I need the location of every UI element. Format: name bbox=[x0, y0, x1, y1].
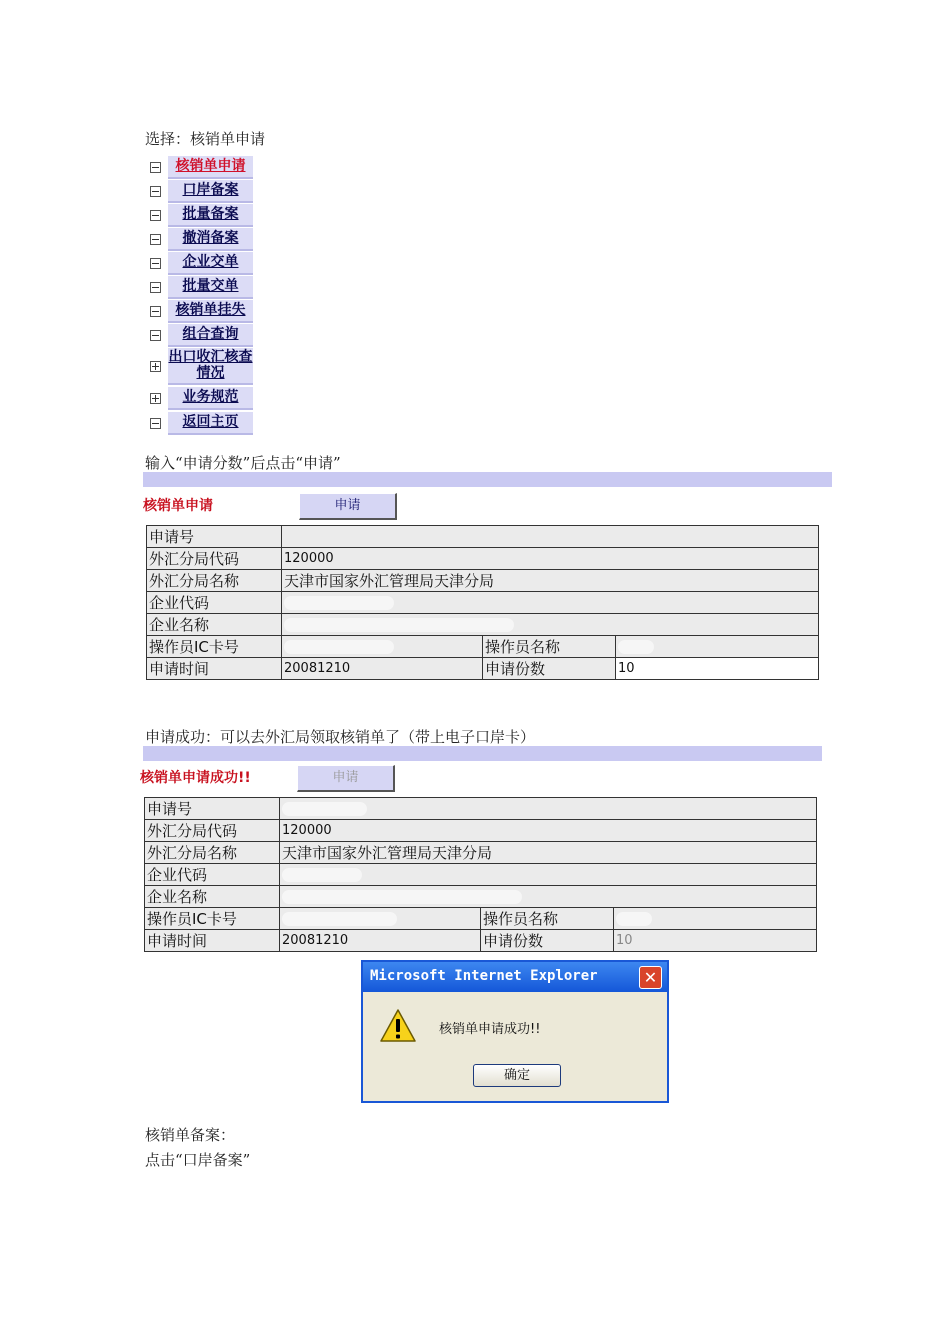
value-app-no bbox=[282, 526, 819, 548]
label-operator-card: 操作员IC卡号 bbox=[147, 636, 282, 658]
label-company-name: 企业名称 bbox=[147, 614, 282, 636]
menu-item-label[interactable]: 组合查询 bbox=[168, 324, 253, 347]
value-apply-time: 20081210 bbox=[280, 930, 481, 952]
value-operator-name bbox=[614, 908, 817, 930]
value-app-no bbox=[280, 798, 817, 820]
table-row bbox=[147, 526, 819, 548]
table-row bbox=[147, 636, 819, 658]
label-bureau-code: 外汇分局代码 bbox=[145, 820, 280, 842]
form-header-band bbox=[143, 472, 832, 487]
menu-item-rules[interactable] bbox=[150, 387, 253, 409]
value-bureau-code: 120000 bbox=[280, 820, 817, 842]
collapse-icon[interactable] bbox=[150, 186, 161, 197]
value-apply-time: 20081210 bbox=[282, 658, 483, 680]
warning-icon bbox=[379, 1008, 417, 1044]
menu-item-label[interactable]: 撤消备案 bbox=[168, 228, 253, 251]
ok-button[interactable]: 确定 bbox=[473, 1064, 561, 1087]
dialog-titlebar[interactable] bbox=[363, 962, 667, 992]
value-company-code bbox=[280, 864, 817, 886]
table-row bbox=[145, 930, 817, 952]
success-text: 申请成功：可以去外汇局领取核销单了（带上电子口岸卡） bbox=[145, 728, 536, 746]
value-company-code bbox=[282, 592, 819, 614]
menu-item-cancel-record[interactable] bbox=[150, 228, 253, 250]
label-operator-name: 操作员名称 bbox=[483, 636, 616, 658]
collapse-icon[interactable] bbox=[150, 330, 161, 341]
menu-item-home[interactable] bbox=[150, 412, 253, 434]
apply-form-table bbox=[146, 525, 819, 680]
menu-item-label[interactable]: 返回主页 bbox=[168, 412, 253, 435]
table-row bbox=[145, 820, 817, 842]
apply-button[interactable]: 申请 bbox=[299, 493, 397, 520]
table-row bbox=[147, 614, 819, 636]
menu-item-label[interactable]: 批量备案 bbox=[168, 204, 253, 227]
table-row bbox=[145, 908, 817, 930]
dialog-message: 核销单申请成功!! bbox=[439, 1022, 541, 1037]
value-company-name bbox=[282, 614, 819, 636]
table-row bbox=[145, 886, 817, 908]
label-company-code: 企业代码 bbox=[145, 864, 280, 886]
table-row bbox=[147, 548, 819, 570]
collapse-icon[interactable] bbox=[150, 162, 161, 173]
menu-item-apply[interactable] bbox=[150, 156, 253, 178]
label-app-no: 申请号 bbox=[145, 798, 280, 820]
menu-item-label[interactable]: 业务规范 bbox=[168, 387, 253, 410]
menu-item-submit[interactable] bbox=[150, 252, 253, 274]
value-company-name bbox=[280, 886, 817, 908]
menu-item-batch-record[interactable] bbox=[150, 204, 253, 226]
menu-item-export-check[interactable] bbox=[150, 348, 253, 384]
form-title: 核销单申请 bbox=[143, 498, 213, 514]
alert-dialog bbox=[361, 960, 669, 1103]
label-bureau-code: 外汇分局代码 bbox=[147, 548, 282, 570]
table-row bbox=[147, 570, 819, 592]
value-operator-card bbox=[282, 636, 483, 658]
form-title-success: 核销单申请成功!! bbox=[140, 770, 251, 786]
menu-item-combined-query[interactable] bbox=[150, 324, 253, 346]
collapse-icon[interactable] bbox=[150, 282, 161, 293]
apply-count-input[interactable]: 10 bbox=[616, 658, 819, 680]
menu-item-label[interactable]: 批量交单 bbox=[168, 276, 253, 299]
value-operator-name bbox=[616, 636, 819, 658]
label-bureau-name: 外汇分局名称 bbox=[145, 842, 280, 864]
value-operator-card bbox=[280, 908, 481, 930]
menu-item-label[interactable]: 核销单挂失 bbox=[168, 300, 253, 323]
form-header-band bbox=[143, 746, 822, 761]
label-bureau-name: 外汇分局名称 bbox=[147, 570, 282, 592]
table-row bbox=[147, 592, 819, 614]
label-app-no: 申请号 bbox=[147, 526, 282, 548]
table-row bbox=[147, 658, 819, 680]
footer-instruction: 点击“口岸备案” bbox=[145, 1151, 251, 1169]
collapse-icon[interactable] bbox=[150, 210, 161, 221]
label-apply-time: 申请时间 bbox=[147, 658, 282, 680]
label-operator-name: 操作员名称 bbox=[481, 908, 614, 930]
instruction-text: 输入“申请分数”后点击“申请” bbox=[145, 454, 341, 472]
label-apply-count: 申请份数 bbox=[481, 930, 614, 952]
collapse-icon[interactable] bbox=[150, 418, 161, 429]
label-company-name: 企业名称 bbox=[145, 886, 280, 908]
label-apply-time: 申请时间 bbox=[145, 930, 280, 952]
apply-result-table bbox=[144, 797, 817, 952]
label-apply-count: 申请份数 bbox=[483, 658, 616, 680]
collapse-icon[interactable] bbox=[150, 306, 161, 317]
value-bureau-name: 天津市国家外汇管理局天津分局 bbox=[282, 570, 819, 592]
value-bureau-name: 天津市国家外汇管理局天津分局 bbox=[280, 842, 817, 864]
menu-item-label[interactable]: 出口收汇核查情况 bbox=[168, 348, 253, 385]
menu-item-label[interactable]: 口岸备案 bbox=[168, 180, 253, 203]
value-apply-count: 10 bbox=[614, 930, 817, 952]
collapse-icon[interactable] bbox=[150, 258, 161, 269]
expand-icon[interactable] bbox=[150, 393, 161, 404]
label-operator-card: 操作员IC卡号 bbox=[145, 908, 280, 930]
apply-button-disabled[interactable]: 申请 bbox=[297, 765, 395, 792]
table-row bbox=[145, 864, 817, 886]
menu-item-port-record[interactable] bbox=[150, 180, 253, 202]
collapse-icon[interactable] bbox=[150, 234, 161, 245]
table-row bbox=[145, 798, 817, 820]
menu-item-label[interactable]: 核销单申请 bbox=[168, 156, 253, 179]
close-icon[interactable]: ✕ bbox=[639, 966, 662, 989]
intro-text: 选择：核销单申请 bbox=[145, 130, 266, 148]
menu-item-label[interactable]: 企业交单 bbox=[168, 252, 253, 275]
menu-item-report-loss[interactable] bbox=[150, 300, 253, 322]
value-bureau-code: 120000 bbox=[282, 548, 819, 570]
label-company-code: 企业代码 bbox=[147, 592, 282, 614]
table-row bbox=[145, 842, 817, 864]
menu-item-batch-submit[interactable] bbox=[150, 276, 253, 298]
expand-icon[interactable] bbox=[150, 361, 161, 372]
footer-heading: 核销单备案： bbox=[145, 1126, 236, 1144]
dialog-title: Microsoft Internet Explorer bbox=[370, 968, 598, 984]
